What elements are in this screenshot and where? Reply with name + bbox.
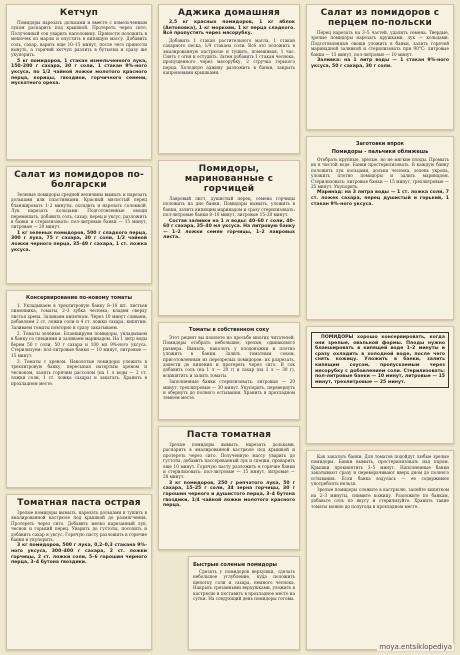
clipping-sharp-paste xyxy=(6,494,152,650)
clipping-title: Томатная паста острая xyxy=(17,498,141,508)
clipping-salad-bulgarian xyxy=(6,166,152,284)
clipping-recipe: 2,5 кг красных помидоров, 1 кг яблок (Антоновка), 1 кг моркови, 1 кг перца сладкого. Всё пропустить через мясорубку. xyxy=(163,20,295,37)
clipping-ketchup xyxy=(6,4,152,160)
clipping-recipe: 5 кг помидоров, 1 стакан измельченного лука, 150–200 г сахара, 30 г соли, 1 стакан 9%-ного уксуса, по 1/2 чайной ложки молотого красного перца, корицы, гвоздики, горчичного семени, мускатного ореха. xyxy=(11,58,147,87)
clipping-recipe: Заливка: на 1 литр воды — 1 стакан 9%-ного уксуса, 50 г сахара, 30 г соли. xyxy=(311,58,449,69)
clipping-title: Консервирование по-новому томаты xyxy=(26,295,132,301)
clipping-body: Отобрать крупные, зрелые, но не мягкие плоды. Промыть их в чистой воде. Банки простерилизовать. В каждую банку положить лук кольцами, дольки чеснока, зелень укропа, уложить плотно помидоры и залить маринадом. Стерилизовать: литровые банки — 15 минут, трехлитровые — 25 минут. Укупорить. xyxy=(311,157,449,190)
clipping-recipe: 3 кг помидоров, 500 г лука, 0,2–0,3 стакана 9%-ного уксуса, 300–400 г сахара, 2 ст. ложки горчицы, 2 ст. ложки соли, 5–6 горошин черного перца, 3–4 бутона гвоздики. xyxy=(11,543,147,566)
clipping-body: 1. Укладываем в трехлитровую банку 8–10 шт. листьев лимонника, томаты, 2–3 зубка чеснока, кладем сверху листья хрена. Заливаем кипятком. Через 10 минут сливаем, добавляем 2 ст. ложки соли и 4 ст. ложки сахара, кипятим. Заливаем томаты повторно и сразу закатываем. xyxy=(11,303,147,330)
clipping-title: Салат из помидоров с перцем по-польски xyxy=(320,8,440,28)
clipping-body: Этот рецепт вы пошлете по просьбе многих читателей. Помидоры отобрать небольшие, зрелые, одинакового размера. Вымыть, наколоть у плодоножки и плотно уложить в банки. Залить томатным соком, приготовленным из перезрелых помидоров: их разрезать, довести до кипения и протереть через сито. В сок добавить соль (на 1 л — 20 г) и сахар (на 1 л — 30 г), вскипятить и залить томаты. xyxy=(163,335,295,378)
clipping-title: Томаты в собственном соку xyxy=(189,327,269,333)
clipping-body: Как закатать банки. Для томатов подойдут любые зрелые помидоры. Банки вымыть, простерилизовать над паром. Крышки прокипятить 3–5 минут. Наполненные банки закатывают сразу и переворачивают вверх дном до полного остывания. Если банка вздулась — ее содержимое употреблять нельзя. xyxy=(311,454,449,487)
clipping-body: Зрелые помидоры вымыть, нарезать дольками и тушить в эмалированной кастрюле под крышкой до размягчения. Протереть через сито. Добавить мелко нарезанный лук, чеснок и горький перец. Уварить до густоты, посолить и добавить сахар и уксус. Горячую пасту разложить в горячие банки и укупорить. xyxy=(11,510,147,543)
clipping-recipe: Состав заливки на 1 л воды: 40–60 г соли, 40–60 г сахара, 35–40 мл уксуса. На литровую банку — 1–2 ложки семян горчицы, 1–2 лавровых листа. xyxy=(163,218,295,241)
watermark: moya.entsiklopediya xyxy=(379,643,452,651)
clipping-body: Зеленые помидоры средней величины вымыть и нарезать дольками или пластинками. Красный мясистый перец бланшировать 1–2 минуты, охладить и нарезать соломкой. Лук нарезать кольцами. Подготовленные овощи перемешать, добавить соль, сахар, перец и уксус, разложить в банки и стерилизовать: пол-литровые банки — 15 минут, литровые — 20 минут. xyxy=(11,192,147,230)
clipping-pomidory xyxy=(306,326,454,444)
clipping-recipe: Маринад: на 3 литра воды — 1 ст. ложка соли, 7 ст. ложек сахара, перец душистый и горький, 1 стакан 9%-ного уксуса. xyxy=(311,190,449,207)
clipping-body: ПОМИДОРЫ хорошо консервировать, когда они зрелые, овальной формы. Плоды нужно бланшировать в кипящей воде 1–2 минуты и сразу охладить в холодной воде, после чего снять кожицу. Уложить в банки, залить кипящим соусом, пропускаемым через мясорубку с добавлением соли. Стерилизовать: пол-литровые банки — 10 минут, литровые — 15 минут, трехлитровые — 25 минут. xyxy=(315,335,445,385)
clipping-own-juice xyxy=(158,322,300,420)
clipping-title: Кетчуп xyxy=(59,8,99,18)
clipping-subtitle: Помидоры - пальчики оближешь xyxy=(331,149,429,155)
clipping-title: Быстрые соленые помидоры xyxy=(193,562,278,568)
clipping-body: Помидоры нарезать дольками и вместе с измельченным луком распарить под крышкой. Протереть через сито. Полученный сок уварить наполовину. Пряности положить в мешочек из марли и опустить в кипящую массу. Добавить соль, сахар, варить еще 10–15 минут, после чего пряности вынуть, а горячий кетчуп разлить в бутылки и сразу же укупорить. xyxy=(11,20,147,58)
clipping-title: Салат из помидоров по-болгарски xyxy=(14,170,144,190)
clipping-body: Добавить 1 стакан растительного масла, 1 стакан сахарного песка, 1/4 стакана соли. Всё это положить в эмалированную кастрюлю и тушить, помешивая, 1 час. Снять с огня и остудить. Затем добавить 1 стакан чеснока, пропущенного через мясорубку, 2 стручка горького перца. Холодную аджику разложить в банки, закрыть капроновыми крышками. xyxy=(163,37,295,76)
clipping-title: Заготовки впрок xyxy=(355,141,405,147)
clipping-body: Срезать у помидоров верхушки, сделать небольшое углубление, куда положить щепотку соли и сахара, немного чеснока. Накрыть срезанными верхушками, уложить в кастрюлю и поставить в прохладное место на сутки. На следующий день помидоры готовы. xyxy=(193,569,295,602)
clipping-framed-text xyxy=(311,332,449,388)
clipping-recipe: 3 кг помидоров, 250 г репчатого лука, 50 г сахара, 15–25 г соли, 34 зерна горчицы, 30 г горошин черного и душистого перца, 3–4 бутона гвоздики, 1/4 чайной ложки молотого красного перца. xyxy=(163,480,295,509)
clipping-body: 2. Томаты зеленые. Бланшируем помидоры, укладываем в банку со специями и заливаем маринадом. На 1 литр воды берем 50 г соли, 50 г сахара и 100 мл 9%-ного уксуса. Стерилизуем: пол-литровые банки — 10 минут, литровые — 15 минут. xyxy=(11,331,147,358)
clipping-quick-salted xyxy=(188,556,300,650)
clipping-body: Лавровый лист, душистый перец, семена горчицы положить на дно банки. Помидоры вымыть, уложить в банки, залить кипящим маринадом и сразу стерилизовать: пол-литровые банки 8–10 минут, литровые 15–20 минут. xyxy=(163,196,295,218)
clipping-body: Перец нарезать на 3–5 частей, удалить семена. Твердые, зрелые помидоры нарезать кружками, лук — кольцами. Подготовленные овощи уложить в банки, залить горячей маринадной заливкой и стерилизовать при 90°С: литровые банки — 15 минут, пол-литровые — 10 минут. xyxy=(311,30,449,57)
clipping-pickles xyxy=(306,136,454,320)
clipping-body: Зрелые помидоры вымыть, нарезать дольками, распарить в эмалированной кастрюле под крышкой и протереть через сито. Полученную массу уварить до густоты, добавить пассерованный лук и специи, проварить еще 10 минут. Горячую пасту разложить в горячие банки и стерилизовать: пол-литровые — 15 минут, литровые — 20 минут. xyxy=(163,442,295,480)
clipping-title: Помидоры, маринованные с горчицей xyxy=(184,164,274,194)
clipping-how-to-close xyxy=(306,450,454,650)
clipping-recipe: 1 кг зеленых помидоров, 500 г сладкого перца, 300 г лука, 75 г сахара, 30 г соли, 1/2 чайной ложки черного перца, 35–49 г сахара, 1 ст. ложка уксуса. xyxy=(11,230,147,253)
clipping-title: Паста томатная xyxy=(186,430,272,440)
clipping-adjika xyxy=(158,4,300,154)
clipping-marinated-mustard xyxy=(158,160,300,316)
clipping-tomato-paste xyxy=(158,426,300,550)
clipping-body: Зрелые помидоры сложите в кастрюлю, залейте кипятком на 2–3 минуты, снимите кожицу. Разложите по банкам, добавьте соль по вкусу и стерилизуйте. Хранить такие томаты можно до полугода в прохладном месте. xyxy=(311,487,449,509)
clipping-body: 3. Томаты с хреном. Наколотые помидоры уложить в трехлитровую банку, пересыпая натертым хреном и чесноком, залить горячим рассолом (на 1 л воды — 2 ст. ложки соли, 1 ст. ложка сахара) и закатать. Хранить в прохладном месте. xyxy=(11,359,147,386)
clipping-peppers-polish xyxy=(306,4,454,130)
clipping-title: Аджика домашняя xyxy=(177,8,281,18)
clipping-canned-tomatoes xyxy=(6,290,152,488)
clipping-body: Заполненные банки стерилизовать: литровые — 20 минут, трехлитровые — 30 минут. Укупорить, перевернуть и обернуть до полного остывания. Хранить в прохладном темном месте. xyxy=(163,379,295,401)
